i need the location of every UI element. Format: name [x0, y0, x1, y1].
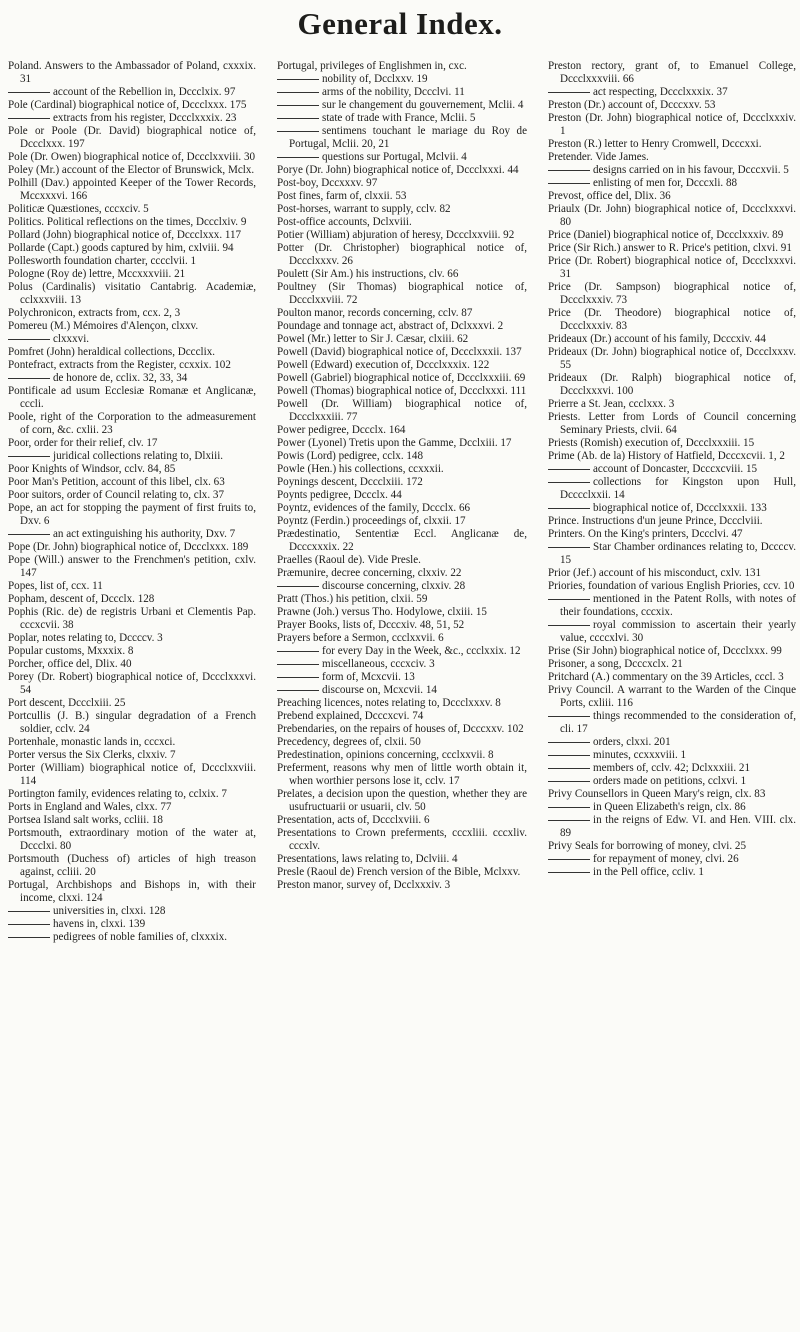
index-entry: Portsmouth, extraordinary motion of the water at, Dccclxi. 80	[8, 827, 256, 852]
index-entry: Preferment, reasons why men of little worth obtain it, when worthier persons lose it, cclv. 17	[277, 762, 527, 787]
index-entry: sur le changement du gouvernement, Mclii. 4	[289, 99, 527, 112]
ditto-rule	[277, 664, 319, 665]
index-entry: Pophis (Ric. de) de registris Urbani et Clementis Pap. cccxcvii. 38	[8, 606, 256, 631]
index-entry: clxxxvi.	[20, 333, 256, 346]
page-title: General Index.	[297, 6, 503, 41]
index-entry: universities in, clxxi. 128	[20, 905, 256, 918]
index-entry: Pologne (Roy de) lettre, Mccxxxviii. 21	[8, 268, 186, 280]
index-entry: Prayers before a Sermon, ccclxxvii. 6	[277, 632, 444, 644]
index-entry: Poor Man's Petition, account of this libel, clx. 63	[8, 476, 225, 488]
index-entry: Price (Daniel) biographical notice of, Dccclxxxiv. 89	[548, 229, 784, 241]
index-entry: Prelates, a decision upon the question, whether they are usufructuarii or usuarii, clv. 50	[277, 788, 527, 813]
index-entry: Privy Council. A warrant to the Warden of the Cinque Ports, cxliii. 116	[548, 684, 796, 709]
index-entry: Power (Lyonel) Tretis upon the Gamme, Dcclxiii. 17	[277, 437, 512, 449]
ditto-rule	[277, 118, 319, 119]
ditto-rule	[8, 911, 50, 912]
index-entry: Prierre a St. Jean, ccclxxx. 3	[548, 398, 675, 410]
index-entry: Porey (Dr. Robert) biographical notice of, Dccclxxxvi. 54	[8, 671, 256, 696]
index-entry: Preston manor, survey of, Dcclxxxiv. 3	[277, 879, 451, 891]
index-entry: Poundage and tonnage act, abstract of, Dclxxxvi. 2	[277, 320, 504, 332]
index-column-1	[8, 60, 256, 944]
ditto-rule	[8, 937, 50, 938]
index-entry: Portugal, privileges of Englishmen in, cxc.	[277, 60, 467, 72]
ditto-rule	[277, 79, 319, 80]
index-entry: arms of the nobility, Dccclvi. 11	[289, 86, 527, 99]
index-entry: Pollard (John) biographical notice of, Dccclxxx. 117	[8, 229, 242, 241]
index-entry: Powis (Lord) pedigree, cclx. 148	[277, 450, 424, 462]
ditto-rule	[548, 599, 590, 600]
ditto-rule	[277, 105, 319, 106]
ditto-rule	[8, 378, 50, 379]
index-entry: Powell (Gabriel) biographical notice of, Dccclxxxiii. 69	[277, 372, 526, 384]
ditto-rule	[277, 677, 319, 678]
index-entry: Polus (Cardinalis) visitatio Cantabrig. Academiæ, cclxxxviii. 13	[8, 281, 256, 306]
index-entry: Priories, foundation of various English Priories, ccv. 10	[548, 580, 795, 592]
index-entry: Prebend explained, Dcccxcvi. 74	[277, 710, 424, 722]
index-entry: Politicæ Quæstiones, cccxciv. 5	[8, 203, 149, 215]
index-entry: enlisting of men for, Dcccxli. 88	[560, 177, 796, 190]
index-entry: Prideaux (Dr.) account of his family, Dcccxiv. 44	[548, 333, 766, 345]
ditto-rule	[277, 131, 319, 132]
index-entry: Potier (William) abjuration of heresy, Dccclxxviii. 92	[277, 229, 515, 241]
index-entry: nobility of, Dcclxxv. 19	[289, 73, 527, 86]
index-column-3	[548, 60, 796, 879]
index-entry: juridical collections relating to, Dlxiii.	[20, 450, 256, 463]
index-entry: Precedency, degrees of, clxii. 50	[277, 736, 421, 748]
index-entry: Privy Seals for borrowing of money, clvi. 25	[548, 840, 747, 852]
ditto-rule	[548, 170, 590, 171]
index-entry: Polhill (Dav.) appointed Keeper of the Tower Records, Mccxxxvi. 166	[8, 177, 256, 202]
index-entry: Pretender. Vide James.	[548, 151, 649, 163]
index-entry: Pope (Will.) answer to the Frenchmen's petition, cxlv. 147	[8, 554, 256, 579]
index-entry: Poultney (Sir Thomas) biographical notice of, Dccclxxviii. 72	[277, 281, 527, 306]
index-entry: Preston (Dr. John) biographical notice of, Dccclxxxiv. 1	[548, 112, 796, 137]
index-entry: Preaching licences, notes relating to, Dccclxxxv. 8	[277, 697, 501, 709]
index-entry: biographical notice of, Dccclxxxii. 133	[560, 502, 796, 515]
index-entry: Pomereu (M.) Mémoires d'Alençon, clxxv.	[8, 320, 199, 332]
index-entry: Price (Dr. Theodore) biographical notice of, Dccclxxxiv. 83	[548, 307, 796, 332]
index-entry: Portington family, evidences relating to, cclxix. 7	[8, 788, 227, 800]
index-entry: Poulett (Sir Am.) his instructions, clv. 66	[277, 268, 459, 280]
ditto-rule	[277, 651, 319, 652]
index-entry: Presle (Raoul de) French version of the Bible, Mclxxv.	[277, 866, 521, 878]
ditto-rule	[8, 924, 50, 925]
index-entry: Presentations, laws relating to, Dclviii. 4	[277, 853, 458, 865]
index-entry: account of the Rebellion in, Dccclxix. 97	[20, 86, 256, 99]
ditto-rule	[548, 859, 590, 860]
index-entry: Prise (Sir John) biographical notice of, Dccclxxx. 99	[548, 645, 782, 657]
index-entry: Price (Dr. Robert) biographical notice of, Dccclxxxvi. 31	[548, 255, 796, 280]
index-entry: Predestination, opinions concerning, ccclxxvii. 8	[277, 749, 494, 761]
index-entry: Politics. Political reflections on the times, Dccclxiv. 9	[8, 216, 247, 228]
index-entry: questions sur Portugal, Mclvii. 4	[289, 151, 527, 164]
ditto-rule	[8, 339, 50, 340]
index-entry: collections for Kingston upon Hull, Dcccclxxii. 14	[560, 476, 796, 502]
index-entry: havens in, clxxi. 139	[20, 918, 256, 931]
index-entry: Prisoner, a song, Dcccxclx. 21	[548, 658, 683, 670]
index-entry: Ports in England and Wales, clxx. 77	[8, 801, 172, 813]
index-entry: Prime (Ab. de la) History of Hatfield, Dcccxcvii. 1, 2	[548, 450, 785, 462]
ditto-rule	[548, 482, 590, 483]
index-entry: Post-office accounts, Dclxviii.	[277, 216, 412, 228]
index-entry: Prince. Instructions d'un jeune Prince, Dccclviii.	[548, 515, 763, 527]
index-entry: Poyntz, evidences of the family, Dccclx. 66	[277, 502, 471, 514]
index-entry: discourse on, Mcxcvii. 14	[289, 684, 527, 697]
index-entry: mentioned in the Patent Rolls, with notes of their foundations, cccxix.	[560, 593, 796, 619]
index-entry: Pollesworth foundation charter, cccclvii. 1	[8, 255, 197, 267]
index-entry: Pollarde (Capt.) goods captured by him, cxlviii. 94	[8, 242, 234, 254]
ditto-rule	[548, 742, 590, 743]
index-entry: members of, cclv. 42; Dclxxxiii. 21	[560, 762, 796, 775]
index-entry: Portsea Island salt works, ccliii. 18	[8, 814, 163, 826]
index-entry: for repayment of money, clvi. 26	[560, 853, 796, 866]
index-entry: Prædestinatio, Sententiæ Eccl. Anglicanæ de, Dcccxxxix. 22	[277, 528, 527, 553]
ditto-rule	[548, 716, 590, 717]
index-entry: Præmunire, decree concerning, clxxiv. 22	[277, 567, 462, 579]
index-entry: Pratt (Thos.) his petition, clxii. 59	[277, 593, 428, 605]
index-entry: Powell (David) biographical notice of, Dccclxxxii. 137	[277, 346, 522, 358]
index-entry: extracts from his register, Dccclxxxix. 23	[20, 112, 256, 125]
index-entry: Poulton manor, records concerning, cclv. 87	[277, 307, 473, 319]
index-entry: Printers. On the King's printers, Dccclvi. 47	[548, 528, 743, 540]
index-entry: pedigrees of noble families of, clxxxix.	[20, 931, 256, 944]
index-entry: Poley (Mr.) account of the Elector of Brunswick, Mclx.	[8, 164, 255, 176]
ditto-rule	[277, 586, 319, 587]
ditto-rule	[548, 508, 590, 509]
ditto-rule	[548, 625, 590, 626]
ditto-rule	[548, 469, 590, 470]
index-entry: Polychronicon, extracts from, ccx. 2, 3	[8, 307, 181, 319]
index-entry: Prayer Books, lists of, Dcccxiv. 48, 51, 52	[277, 619, 465, 631]
index-entry: Post-horses, warrant to supply, cclv. 82	[277, 203, 451, 215]
index-entry: Powel (Mr.) letter to Sir J. Cæsar, clxiii. 62	[277, 333, 469, 345]
ditto-rule	[548, 820, 590, 821]
ditto-rule	[548, 768, 590, 769]
index-entry: Portenhale, monastic lands in, cccxci.	[8, 736, 176, 748]
index-entry: state of trade with France, Mclii. 5	[289, 112, 527, 125]
index-entry: Price (Dr. Sampson) biographical notice of, Dccclxxxiv. 73	[548, 281, 796, 306]
index-entry: Priests (Romish) execution of, Dccclxxxiii. 15	[548, 437, 755, 449]
ditto-rule	[277, 690, 319, 691]
index-entry: Price (Sir Rich.) answer to R. Price's petition, clxvi. 91	[548, 242, 792, 254]
index-entry: in the reigns of Edw. VI. and Hen. VIII. clx. 89	[560, 814, 796, 840]
index-entry: Powell (Thomas) biographical notice of, Dccclxxxi. 111	[277, 385, 527, 397]
index-entry: Porter (William) biographical notice of, Dccclxxviii. 114	[8, 762, 256, 787]
index-entry: Porcher, office del, Dlix. 40	[8, 658, 132, 670]
index-entry: Star Chamber ordinances relating to, Dccccv. 15	[560, 541, 796, 567]
index-entry: Priaulx (Dr. John) biographical notice of, Dccclxxxvi. 80	[548, 203, 796, 228]
index-entry: Poplar, notes relating to, Dccccv. 3	[8, 632, 163, 644]
index-entry: Prawne (Joh.) versus Tho. Hodylowe, clxiii. 15	[277, 606, 487, 618]
index-entry: de honore de, cclix. 32, 33, 34	[20, 372, 256, 385]
index-entry: things recommended to the consideration of, cli. 17	[560, 710, 796, 736]
index-entry: Pole (Cardinal) biographical notice of, Dccclxxx. 175	[8, 99, 247, 111]
index-entry: Pritchard (A.) commentary on the 39 Articles, cccl. 3	[548, 671, 784, 683]
index-entry: sentimens touchant le mariage du Roy de Portugal, Mclii. 20, 21	[289, 125, 527, 151]
index-entry: Post fines, farm of, clxxii. 53	[277, 190, 407, 202]
ditto-rule	[277, 92, 319, 93]
index-entry: in Queen Elizabeth's reign, clx. 86	[560, 801, 796, 814]
index-column-2	[277, 60, 527, 892]
index-entry: Prevost, office del, Dlix. 36	[548, 190, 671, 202]
index-entry: Port descent, Dccclxiii. 25	[8, 697, 126, 709]
ditto-rule	[548, 807, 590, 808]
index-entry: Preston (R.) letter to Henry Cromwell, Dcccxxi.	[548, 138, 762, 150]
index-entry: Preston (Dr.) account of, Dcccxxv. 53	[548, 99, 716, 111]
index-entry: Prideaux (Dr. John) biographical notice of, Dccclxxxv. 55	[548, 346, 796, 371]
index-entry: discourse concerning, clxxiv. 28	[289, 580, 527, 593]
index-entry: Prebendaries, on the repairs of houses of, Dcccxxv. 102	[277, 723, 524, 735]
ditto-rule	[548, 183, 590, 184]
index-entry: Poor, order for their relief, clv. 17	[8, 437, 158, 449]
index-entry: Power pedigree, Dccclx. 164	[277, 424, 406, 436]
index-entry: orders made on petitions, cclxvi. 1	[560, 775, 796, 788]
index-entry: royal commission to ascertain their yearly value, ccccxlvi. 30	[560, 619, 796, 645]
index-entry: Portcullis (J. B.) singular degradation of a French soldier, cclv. 24	[8, 710, 256, 735]
ditto-rule	[548, 92, 590, 93]
ditto-rule	[548, 781, 590, 782]
index-entry: Pontefract, extracts from the Register, ccxxix. 102	[8, 359, 231, 371]
index-entry: for every Day in the Week, &c., ccclxxix. 12	[289, 645, 527, 658]
ditto-rule	[8, 534, 50, 535]
index-entry: Popular customs, Mxxxix. 8	[8, 645, 134, 657]
index-entry: Powell (Edward) execution of, Dccclxxxix. 122	[277, 359, 490, 371]
index-entry: Portugal, Archbishops and Bishops in, with their income, clxxi. 124	[8, 879, 256, 904]
index-entry: Powell (Dr. William) biographical notice of, Dccclxxxiii. 77	[277, 398, 527, 423]
index-entry: Priests. Letter from Lords of Council concerning Seminary Priests, clvii. 64	[548, 411, 796, 436]
index-entry: form of, Mcxcvii. 13	[289, 671, 527, 684]
index-entry: Poynts pedigree, Dccclx. 44	[277, 489, 402, 501]
index-entry: Porter versus the Six Clerks, clxxiv. 7	[8, 749, 176, 761]
index-entry: Powle (Hen.) his collections, ccxxxii.	[277, 463, 444, 475]
index-entry: Presentation, acts of, Dccclxviii. 6	[277, 814, 430, 826]
index-entry: Poland. Answers to the Ambassador of Poland, cxxxix. 31	[8, 60, 256, 85]
ditto-rule	[548, 547, 590, 548]
index-entry: Popham, descent of, Dccclx. 128	[8, 593, 155, 605]
index-entry: minutes, ccxxxviii. 1	[560, 749, 796, 762]
index-entry: Potter (Dr. Christopher) biographical notice of, Dccclxxxv. 26	[277, 242, 527, 267]
index-entry: Popes, list of, ccx. 11	[8, 580, 103, 592]
index-entry: Poynings descent, Dccclxiii. 172	[277, 476, 423, 488]
ditto-rule	[548, 755, 590, 756]
index-entry: Pope (Dr. John) biographical notice of, Dccclxxx. 189	[8, 541, 249, 553]
ditto-rule	[8, 456, 50, 457]
index-entry: Presentations to Crown preferments, cccxliii. cccxliv. cccxlv.	[277, 827, 527, 852]
index-entry: Poor Knights of Windsor, cclv. 84, 85	[8, 463, 176, 475]
ditto-rule	[8, 118, 50, 119]
index-entry: Pontificale ad usum Ecclesiæ Romanæ et Anglicanæ, cccli.	[8, 385, 256, 410]
ditto-rule	[548, 872, 590, 873]
index-entry: Poole, right of the Corporation to the admeasurement of corn, &c. cxlii. 23	[8, 411, 256, 436]
index-entry: Privy Counsellors in Queen Mary's reign, clx. 83	[548, 788, 766, 800]
ditto-rule	[8, 92, 50, 93]
index-entry: Post-boy, Dccxxxv. 97	[277, 177, 378, 189]
index-entry: designs carried on in his favour, Dcccxvii. 5	[560, 164, 796, 177]
index-entry: an act extinguishing his authority, Dxv. 7	[20, 528, 256, 541]
index-entry: Portsmouth (Duchess of) articles of high treason against, ccliii. 20	[8, 853, 256, 878]
index-entry: Poyntz (Ferdin.) proceedings of, clxxii. 17	[277, 515, 466, 527]
index-entry: Prior (Jef.) account of his misconduct, cxlv. 131	[548, 567, 762, 579]
index-entry: in the Pell office, ccliv. 1	[560, 866, 796, 879]
index-entry: Poor suitors, order of Council relating to, clx. 37	[8, 489, 224, 501]
index-entry: Pope, an act for stopping the payment of first fruits to, Dxv. 6	[8, 502, 256, 527]
index-entry: Praelles (Raoul de). Vide Presle.	[277, 554, 421, 566]
index-entry: Porye (Dr. John) biographical notice of, Dccclxxxi. 44	[277, 164, 519, 176]
index-entry: act respecting, Dccclxxxix. 37	[560, 86, 796, 99]
index-entry: miscellaneous, cccxciv. 3	[289, 658, 527, 671]
ditto-rule	[277, 157, 319, 158]
index-entry: Preston rectory, grant of, to Emanuel College, Dccclxxxviii. 66	[548, 60, 796, 85]
index-entry: Pomfret (John) heraldical collections, Dccclix.	[8, 346, 216, 358]
index-entry: Pole (Dr. Owen) biographical notice of, Dccclxxviii. 30	[8, 151, 256, 163]
index-entry: Prideaux (Dr. Ralph) biographical notice of, Dccclxxxvi. 100	[548, 372, 796, 397]
index-entry: account of Doncaster, Dcccxcviii. 15	[560, 463, 796, 476]
index-entry: Pole or Poole (Dr. David) biographical notice of, Dccclxxx. 197	[8, 125, 256, 150]
index-entry: orders, clxxi. 201	[560, 736, 796, 749]
